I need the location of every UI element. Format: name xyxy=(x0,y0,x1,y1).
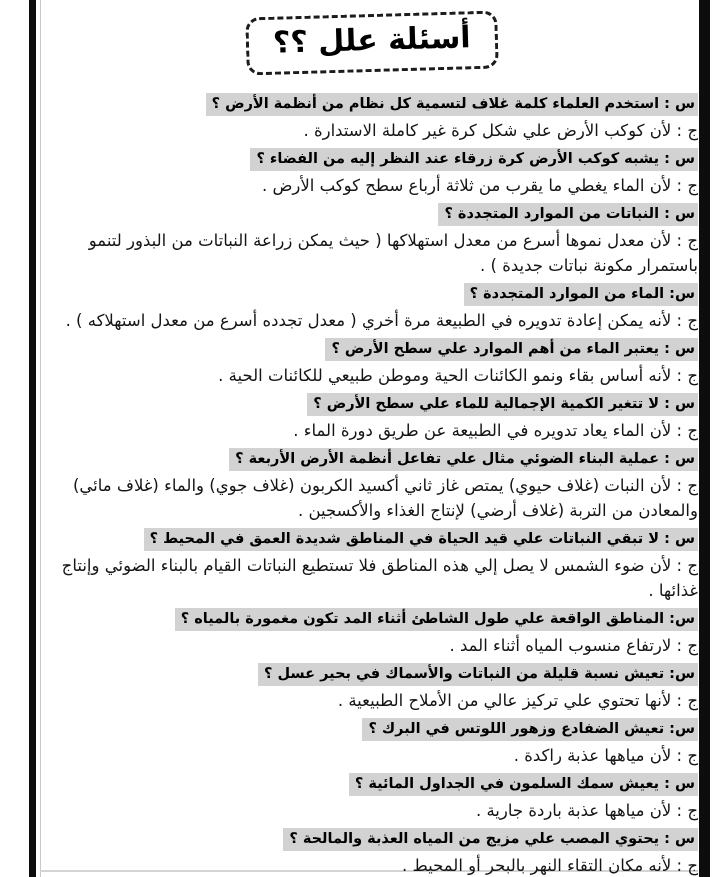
question-row xyxy=(46,605,698,632)
question-text: س : يعتبر الماء من أهم الموارد علي سطح الأرض ؟ xyxy=(325,338,698,361)
answer-text: ج : لأن ضوء الشمس لا يصل إلي هذه المناطق فلا تستطيع النباتات القيام بالبناء الضوئي وإنتاج غذائها . xyxy=(61,556,698,600)
question-text: س : لا تتغير الكمية الإجمالية للماء علي سطح الأرض ؟ xyxy=(307,393,698,416)
question-text: س : عملية البناء الضوئي مثال علي تفاعل أنظمة الأرض الأربعة ؟ xyxy=(229,448,698,471)
question-text: س : لا تبقي النباتات علي قيد الحياة في المناطق شديدة العمق في المحيط ؟ xyxy=(144,528,698,551)
question-row xyxy=(46,445,698,472)
answer-text: ج : لأن النبات (غلاف حيوي) يمتص غاز ثاني أكسيد الكربون (غلاف جوي) والماء (غلاف مائي) والمعادن من التربة (غلاف أرضي) لإنتاج الغذاء والأكسجين . xyxy=(72,476,698,520)
right-margin-rule xyxy=(699,0,710,877)
page-title: أسئلة علل ؟؟ xyxy=(272,20,472,61)
answer-text: ج : لأن كوكب الأرض علي شكل كرة غير كاملة الاستدارة . xyxy=(303,121,698,140)
worksheet-content xyxy=(46,0,698,877)
question-row xyxy=(46,525,698,552)
question-row xyxy=(46,660,698,687)
question-text: س : يشبه كوكب الأرض كرة زرقاء عند النظر إليه من الفضاء ؟ xyxy=(250,148,698,171)
question-row xyxy=(46,335,698,362)
question-row xyxy=(46,90,698,117)
answer-text: ج : لأن الماء يعاد تدويره في الطبيعة عن طريق دورة الماء . xyxy=(293,421,698,440)
question-text: س : استخدم العلماء كلمة غلاف لتسمية كل نظام من أنظمة الأرض ؟ xyxy=(206,93,698,116)
answer-text: ج : لارتفاع منسوب المياه أثناء المد . xyxy=(449,636,698,655)
question-text: س: تعيش الضفادع وزهور اللوتس في البرك ؟ xyxy=(362,718,698,741)
left-margin-rule-shadow xyxy=(40,0,41,877)
question-text: س : يعيش سمك السلمون في الجداول المائية ؟ xyxy=(349,773,698,796)
title-area xyxy=(46,14,698,72)
question-text: س : النباتات من الموارد المتجددة ؟ xyxy=(438,203,698,226)
question-row xyxy=(46,825,698,852)
question-text: س : يحتوي المصب علي مزيج من المياه العذبة والمالحة ؟ xyxy=(283,828,698,851)
question-row xyxy=(46,145,698,172)
answer-text: ج : لأنها تحتوي علي تركيز عالي من الأملاح الطبيعية . xyxy=(337,691,698,710)
left-margin-rule xyxy=(29,0,36,877)
question-text: س: المناطق الواقعة علي طول الشاطئ أثناء المد تكون مغمورة بالمياه ؟ xyxy=(175,608,698,631)
question-row xyxy=(46,770,698,797)
answer-text: ج : لأن مياهها عذبة راكدة . xyxy=(513,746,698,765)
question-row xyxy=(46,715,698,742)
answer-text: ج : لأن معدل نموها أسرع من معدل استهلاكها ( حيث يمكن زراعة النباتات من البذور لتنمو باستمرار مكونة نباتات جديدة ) . xyxy=(88,231,698,275)
question-text: س: تعيش نسبة قليلة من النباتات والأسماك في بحير عسل ؟ xyxy=(258,663,698,686)
answer-text: ج : لأن مياهها عذبة باردة جارية . xyxy=(475,801,698,820)
title-dashed-box xyxy=(245,10,498,75)
question-row xyxy=(46,280,698,307)
question-row xyxy=(46,390,698,417)
answer-text: ج : لأنه أساس بقاء ونمو الكائنات الحية وموطن طبيعي للكائنات الحية . xyxy=(218,366,698,385)
answer-text: ج : لأنه يمكن إعادة تدويره في الطبيعة مرة أخري ( معدل تجدده أسرع من معدل استهلاكه ) . xyxy=(65,311,698,330)
qa-list xyxy=(46,90,698,877)
question-text: س: الماء من الموارد المتجددة ؟ xyxy=(464,283,698,306)
answer-text: ج : لأنه مكان التقاء النهر بالبحر أو المحيط . xyxy=(401,856,698,875)
answer-text: ج : لأن الماء يغطي ما يقرب من ثلاثة أرباع سطح كوكب الأرض . xyxy=(261,176,698,195)
question-row xyxy=(46,200,698,227)
